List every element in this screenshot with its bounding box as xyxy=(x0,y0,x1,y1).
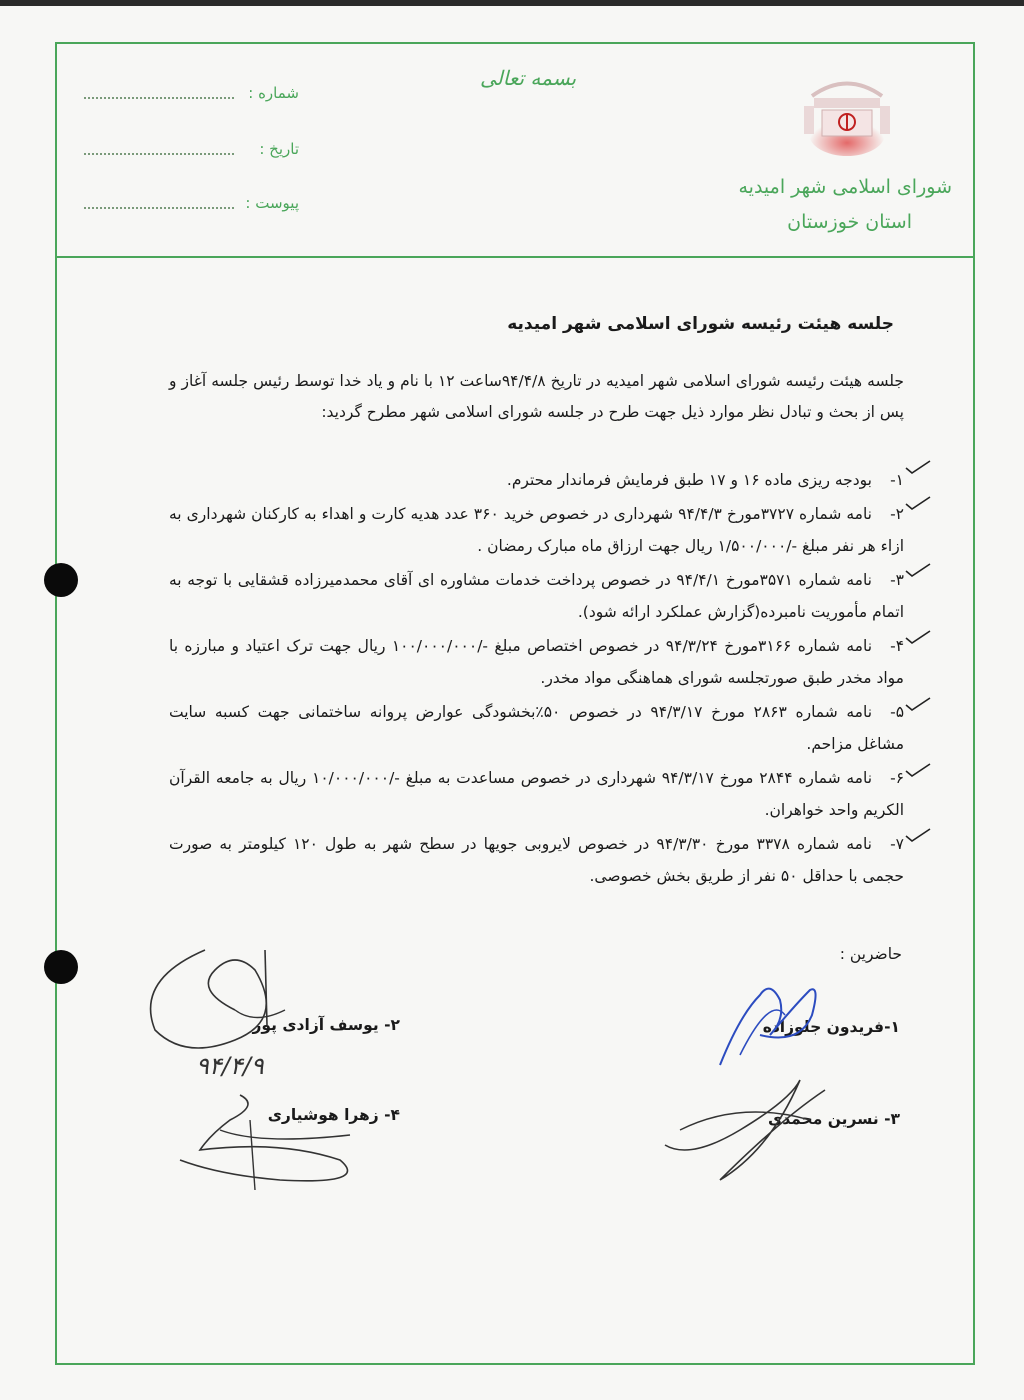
council-emblem-logo xyxy=(792,66,902,156)
check-mark-icon xyxy=(905,763,931,777)
agenda-list xyxy=(169,464,904,894)
item-text: نامه شماره ۳۷۲۷مورخ ۹۴/۴/۳ شهرداری در خصوص خرید ۳۶۰ عدد هدیه کارت و اهداء به کارکنان شهرداری به ازاء هر نفر مبلغ -/۱/۵۰۰/۰۰۰ ریال جهت ارزاق ماه مبارک رمضان . xyxy=(169,505,904,555)
punch-hole xyxy=(44,950,78,984)
signature-4 xyxy=(160,1090,390,1200)
item-text: نامه شماره ۳۱۶۶مورخ ۹۴/۳/۲۴ در خصوص اختصاص مبلغ -/۱۰۰/۰۰۰/۰۰۰ ریال جهت ترک اعتیاد و مبارزه با مواد مخدر طبق صورتجلسه شورای هماهنگی مواد مخدر. xyxy=(169,637,904,687)
attendee-name: ۳- نسرین محمدی xyxy=(767,1110,900,1128)
attendee-name: ۱-فریدون جلوزاده xyxy=(762,1018,900,1036)
intro-paragraph: جلسه هیئت رئیسه شورای اسلامی شهر امیدیه در تاریخ ۹۴/۴/۸ساعت ۱۲ با نام و یاد خدا توسط رئیس جلسه آغاز و پس از بحث و تبادل نظر موارد ذیل جهت طرح در جلسه شورای اسلامی شهر مطرح گردید: xyxy=(169,372,905,421)
province-name: استان خوزستان xyxy=(787,211,912,233)
basmala: بسمه تعالی xyxy=(480,66,577,90)
item-number: ۱- xyxy=(890,471,904,489)
item-text: نامه شماره ۳۳۷۸ مورخ ۹۴/۳/۳۰ در خصوص لایروبی جویها در سطح شهر به طول ۱۲۰ کیلومتر به صورت حجمی با حداقل ۵۰ نفر از طریق بخش خصوصی. xyxy=(169,835,904,885)
date-field xyxy=(84,140,299,164)
number-label: شماره : xyxy=(248,84,299,102)
date-label: تاریخ : xyxy=(259,140,299,158)
check-mark-icon xyxy=(905,828,931,842)
item-number: ۲- xyxy=(890,505,904,523)
item-number: ۶- xyxy=(890,769,905,787)
handwritten-date: ۹۴/۴/۹ xyxy=(196,1052,264,1080)
agenda-item xyxy=(169,828,904,892)
punch-hole xyxy=(44,563,78,597)
date-dotted-line xyxy=(84,153,234,155)
agenda-item xyxy=(169,630,904,694)
check-mark-icon xyxy=(905,697,931,711)
check-mark-icon xyxy=(905,563,931,577)
item-text: نامه شماره ۲۸۶۳ مورخ ۹۴/۳/۱۷ در خصوص ۵۰٪بخشودگی عوارض پروانه ساختمانی جهت کسبه سایت مشاغل مزاحم. xyxy=(169,703,904,753)
signature-3 xyxy=(660,1060,830,1190)
scan-edge xyxy=(0,0,1024,6)
agenda-item xyxy=(169,564,904,628)
item-number: ۴- xyxy=(890,637,905,655)
item-text: نامه شماره ۲۸۴۴ مورخ ۹۴/۳/۱۷ شهرداری در خصوص مساعدت به مبلغ -/۱۰/۰۰۰/۰۰۰ ریال به جامعه القرآن الکریم واحد خواهران. xyxy=(169,769,904,819)
agenda-item xyxy=(169,464,904,496)
document-title: جلسه هیئت رئیسه شورای اسلامی شهر امیدیه xyxy=(507,314,894,334)
attachment-field xyxy=(84,194,299,218)
item-number: ۳- xyxy=(890,571,904,589)
attachment-label: پیوست : xyxy=(245,194,299,212)
attendee-name: ۲- یوسف آزادی پور xyxy=(252,1016,400,1034)
item-text: بودجه ریزی ماده ۱۶ و ۱۷ طبق فرمایش فرماندار محترم. xyxy=(506,471,872,489)
agenda-item xyxy=(169,762,904,826)
check-mark-icon xyxy=(905,496,931,510)
item-number: ۷- xyxy=(890,835,904,853)
agenda-item xyxy=(169,696,904,760)
check-mark-icon xyxy=(905,460,931,474)
attendee-name: ۴- زهرا هوشیاری xyxy=(267,1106,400,1124)
organization-name: شورای اسلامی شهر امیدیه xyxy=(738,176,952,198)
attendees-label: حاضرین : xyxy=(839,945,902,963)
number-dotted-line xyxy=(84,97,234,99)
check-mark-icon xyxy=(905,630,931,644)
attachment-dotted-line xyxy=(84,207,234,209)
number-field xyxy=(84,84,299,108)
agenda-item xyxy=(169,498,904,562)
header-divider xyxy=(55,256,975,258)
item-number: ۵- xyxy=(890,703,905,721)
item-text: نامه شماره ۳۵۷۱مورخ ۹۴/۴/۱ در خصوص پرداخت خدمات مشاوره ای آقای محمدمیرزاده قشقایی با توجه به اتمام مأموریت نامبرده(گزارش عملکرد ارائه شود). xyxy=(169,571,904,621)
